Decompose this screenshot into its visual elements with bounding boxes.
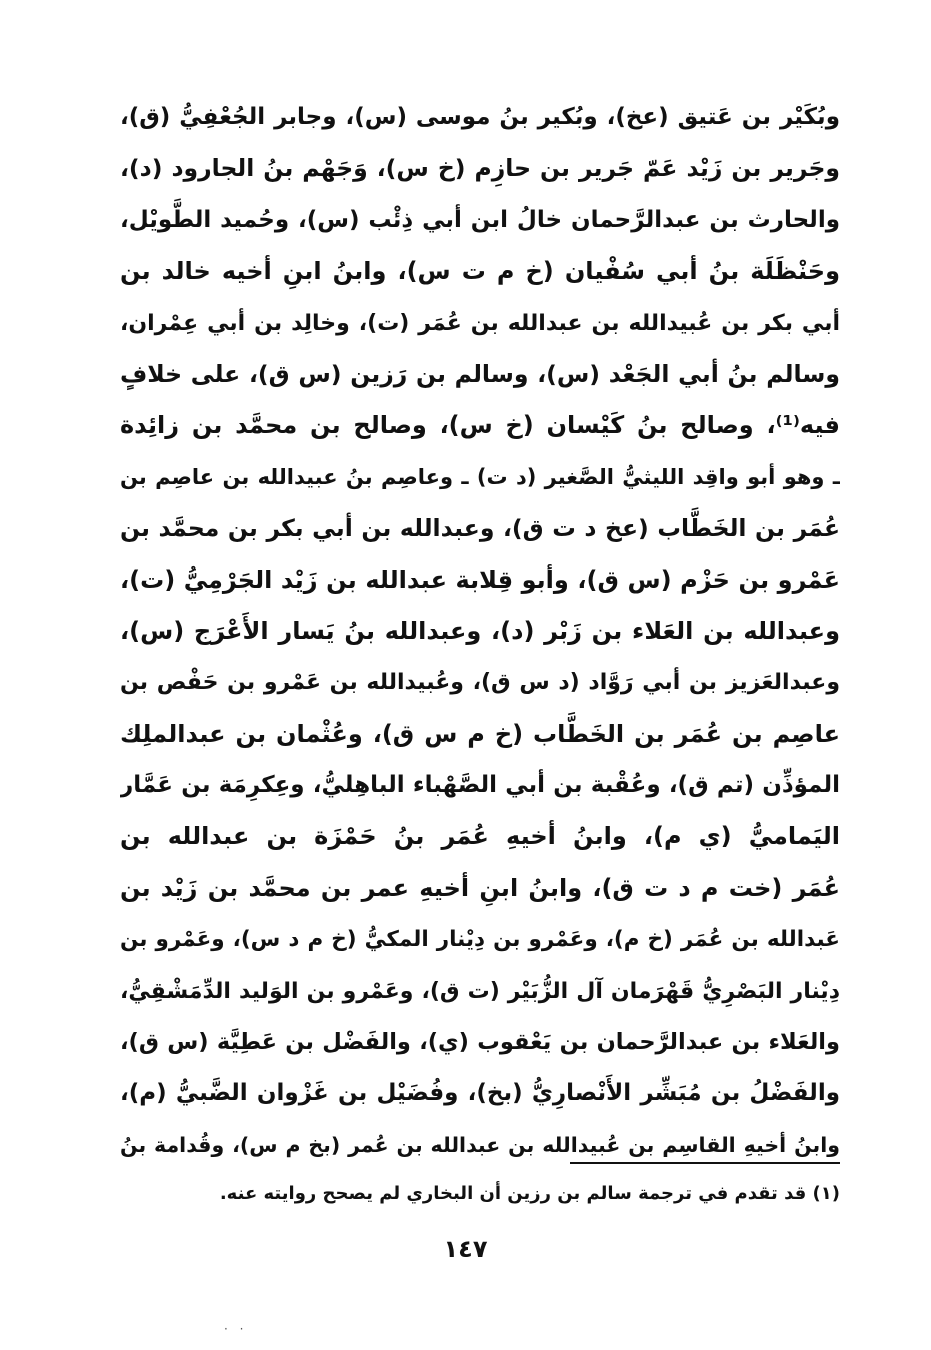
text-line: عُمَر (خت م د ت ق)، وابنُ ابنِ أخيهِ عمر بن محمَّد بن زَيْد بن [120,873,840,902]
text-line: دِيْنار البَصْرِيُّ قَهْرَمان آل الزُّبَيْر (ت ق)، وعَمْرو بن الوَليد الدِّمَشْقِيُّ، [120,978,840,1004]
text-line: وجَرير بن زَيْد عَمّ جَرير بن حازِم (خ س)، وَجَهْم بنُ الجارود (د)، [120,154,840,183]
main-text [120,92,840,1171]
text-line: فيه⁽¹⁾، وصالح بنُ كَيْسان (خ س)، وصالح بن محمَّد بن زائِدة [120,411,840,440]
text-line: والحارث بن عبدالرَّحمان خالُ ابن أبي ذِئْب (س)، وحُميد الطَّويْل، [120,206,840,233]
text-line: اليَماميُّ (ي م)، وابنُ أخيهِ عُمَر بنُ حَمْزَة بن عبدالله بن [120,822,840,851]
text-line: عَبدالله بن عُمَر (خ م)، وعَمْرو بن دِيْنار المكيُّ (خ م د س)، وعَمْرو بن [120,927,840,953]
text-line: عُمَر بن الخَطَّاب (عخ د ت ق)، وعبدالله بن أبي بكر بن محمَّد بن [120,514,840,543]
text-line: وعبدالله بن العَلاء بن زَبْر (د)، وعبدالله بنُ يَسار الأَعْرَج (س)، [120,616,840,645]
text-line: المؤذِّن (تم ق)، وعُقْبة بن أبي الصَّهْباء الباهِليُّ، وعِكرِمَة بن عَمَّار [120,772,840,799]
scan-specks: · · [224,1322,248,1336]
text-line: وسالم بنُ أبي الجَعْد (س)، وسالم بن رَزين (س ق)، على خلافٍ [120,359,840,388]
text-line: وعبدالعَزيز بن أبي رَوَّاد (د س ق)، وعُبيدالله بن عَمْرو بن حَفْص بن [120,670,840,696]
text-line: والعَلاء بن عبدالرَّحمان بن يَعْقوب (ي)، والفَضْل بن عَطِيَّة (س ق)، [120,1029,840,1056]
text-line: وحَنْظَلَة بنُ أبي سُفْيان (خ م ت س)، وابنُ ابنِ أخيه خالد بن [120,257,840,286]
text-line: ـ وهو أبو واقِد الليثيُّ الصَّغير (د ت) ـ وعاصِم بنُ عبيدالله بن عاصِم بن [120,464,840,489]
text-line: والفَضْلُ بن مُبَشِّر الأَنْصارِيُّ (بخ)، وفُضَيْل بن غَزْوان الضَّبيُّ (م)، [120,1080,840,1107]
text-line: أبي بكر بن عُبيدالله بن عبدالله بن عُمَر (ت)، وخالِد بن أبي عِمْران، [120,310,840,336]
footnote: (١) قد تقدم في ترجمة سالم بن رزين أن البخاري لم يصحح روايته عنه. [219,1183,840,1204]
footnote-separator [570,1162,840,1164]
text-line: وابنُ أخيهِ القاسِم بن عُبيدالله بن عبدالله بن عُمر (بخ م س)، وقُدامة بنُ [120,1132,840,1157]
page-number: ١٤٧ [443,1235,488,1263]
text-line: وبُكَيْر بن عَتيق (عخ)، وبُكير بنُ موسى (س)، وجابر الجُعْفِيُّ (ق)، [120,104,840,130]
text-line: عاصِم بن عُمَر بن الخَطَّاب (خ م س ق)، وعُثْمان بن عبدالملِك [120,719,840,748]
text-line: عَمْرو بن حَزْم (س ق)، وأبو قِلابة عبدالله بن زَيْد الجَرْمِيُّ (ت)، [120,565,840,594]
